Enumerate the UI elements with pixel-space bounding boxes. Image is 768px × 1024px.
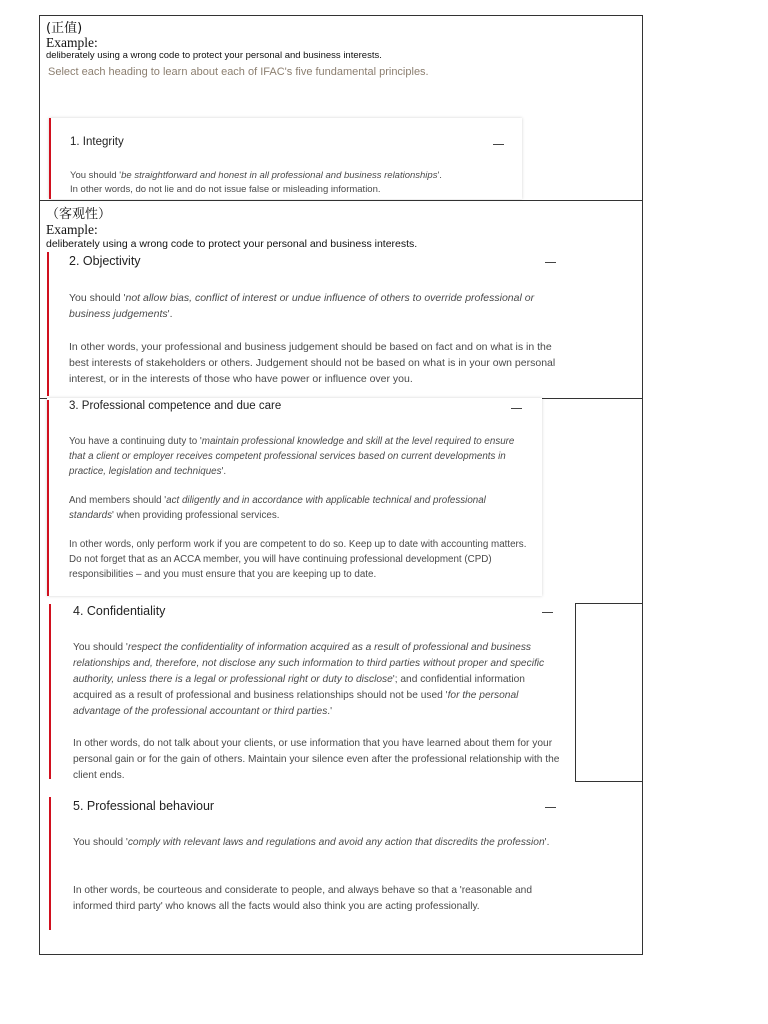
principle-title: 4. Confidentiality <box>73 604 166 618</box>
quoted-text: maintain professional knowledge and skill at the level required to ensure that a client or employer receives competent professional services based on current developments in practice, legislation and techniques <box>69 436 515 477</box>
accent-bar <box>47 252 49 396</box>
divider-bottom <box>575 781 643 782</box>
divider-top <box>39 200 643 201</box>
principle-explanation: In other words, be courteous and considerate to people, and always behave so that a 'reasonable and informed third party' who knows all the facts would also think you are acting professionally. <box>73 885 532 912</box>
collapse-icon[interactable] <box>545 262 556 263</box>
principle-statement: You have a continuing duty to 'maintain professional knowledge and skill at the level required to ensure that a client or employer receives competent professional services based on current developments in practice, legislation and techniques'. <box>69 436 515 477</box>
principle-card-competence[interactable] <box>47 398 542 596</box>
quoted-text: act diligently and in accordance with applicable technical and professional standards <box>69 495 486 521</box>
principle-statement: You should 'comply with relevant laws and regulations and avoid any action that discredits the profession'. <box>73 837 550 848</box>
quoted-text: comply with relevant laws and regulations and avoid any action that discredits the profession <box>127 837 545 848</box>
collapse-icon[interactable] <box>545 807 556 808</box>
accent-bar <box>49 797 51 930</box>
principle-card-behaviour[interactable] <box>49 797 577 930</box>
quoted-text-2: for the personal advantage of the professional accountant or third parties <box>73 690 519 717</box>
principle-explanation: In other words, do not lie and do not issue false or misleading information. <box>70 184 381 195</box>
quoted-text: respect the confidentiality of information acquired as a result of professional and business relationships and, therefore, not disclose any such information to third parties without proper and specific authority, unless there is a legal or professional right or duty to disclose <box>73 642 545 685</box>
accent-bar <box>47 400 49 596</box>
principle-statement: You should 'respect the confidentiality of information acquired as a result of professional and business relationships and, therefore, not disclose any such information to third parties without proper and specific authority, unless there is a legal or professional right or duty to disclose'; and confidential information acquired as a result of professional and business relationships should not be used 'for the personal advantage of the professional accountant or third parties.' <box>73 642 545 717</box>
principle-title: 3. Professional competence and due care <box>69 400 282 412</box>
quoted-text: not allow bias, conflict of interest or undue influence of others to override professional or business judgements <box>69 292 535 320</box>
section1-cn-label: (正值) <box>46 21 83 36</box>
principle-title: 2. Objectivity <box>69 254 141 268</box>
intro-text: Select each heading to learn about each of IFAC's five fundamental principles. <box>48 66 429 78</box>
accent-bar <box>49 604 51 779</box>
principle-title: 5. Professional behaviour <box>73 799 215 813</box>
principle-explanation: In other words, only perform work if you are competent to do so. Keep up to date with accounting matters. Do not forget that as an ACCA member, you will have continuing professional development (CPD) responsibilities – and you must ensure that you are keeping up to date. <box>69 539 527 580</box>
principle-statement-2: And members should 'act diligently and in accordance with applicable technical and professional standards' when providing professional services. <box>69 495 486 521</box>
side-line <box>575 603 576 781</box>
principle-card-confidentiality[interactable] <box>49 604 574 781</box>
section1-example-text: deliberately using a wrong code to protect your personal and business interests. <box>46 50 382 61</box>
principle-card-integrity[interactable] <box>49 118 522 199</box>
collapse-icon[interactable] <box>511 408 522 409</box>
principle-title: 1. Integrity <box>70 136 124 148</box>
section1-example-label: Example: <box>46 35 98 50</box>
principle-statement: You should 'be straightforward and honest in all professional and business relationships'. <box>70 170 442 181</box>
collapse-icon[interactable] <box>493 144 504 145</box>
principle-statement: You should 'not allow bias, conflict of interest or undue influence of others to override professional or business judgements'. <box>69 292 535 320</box>
principle-explanation: In other words, do not talk about your clients, or use information that you have learned about them for your personal gain or for the gain of others. Maintain your silence even after the professional relationship with the client ends. <box>73 738 560 781</box>
divider-lower <box>575 603 643 604</box>
principle-card-objectivity[interactable] <box>47 252 567 396</box>
section2-cn-label: （客观性） <box>46 207 112 222</box>
principle-explanation: In other words, your professional and business judgement should be based on fact and on what is in the best interests of stakeholders or others. Judgement should not be based on what is in your own personal interest, or in the interests of those who have power or influence over you. <box>69 341 556 385</box>
quoted-text: be straightforward and honest in all professional and business relationships <box>121 170 438 181</box>
collapse-icon[interactable] <box>542 612 553 613</box>
accent-bar <box>49 118 51 199</box>
section2-example-label: Example: <box>46 222 98 237</box>
section2-example-text: deliberately using a wrong code to protect your personal and business interests. <box>46 238 418 250</box>
